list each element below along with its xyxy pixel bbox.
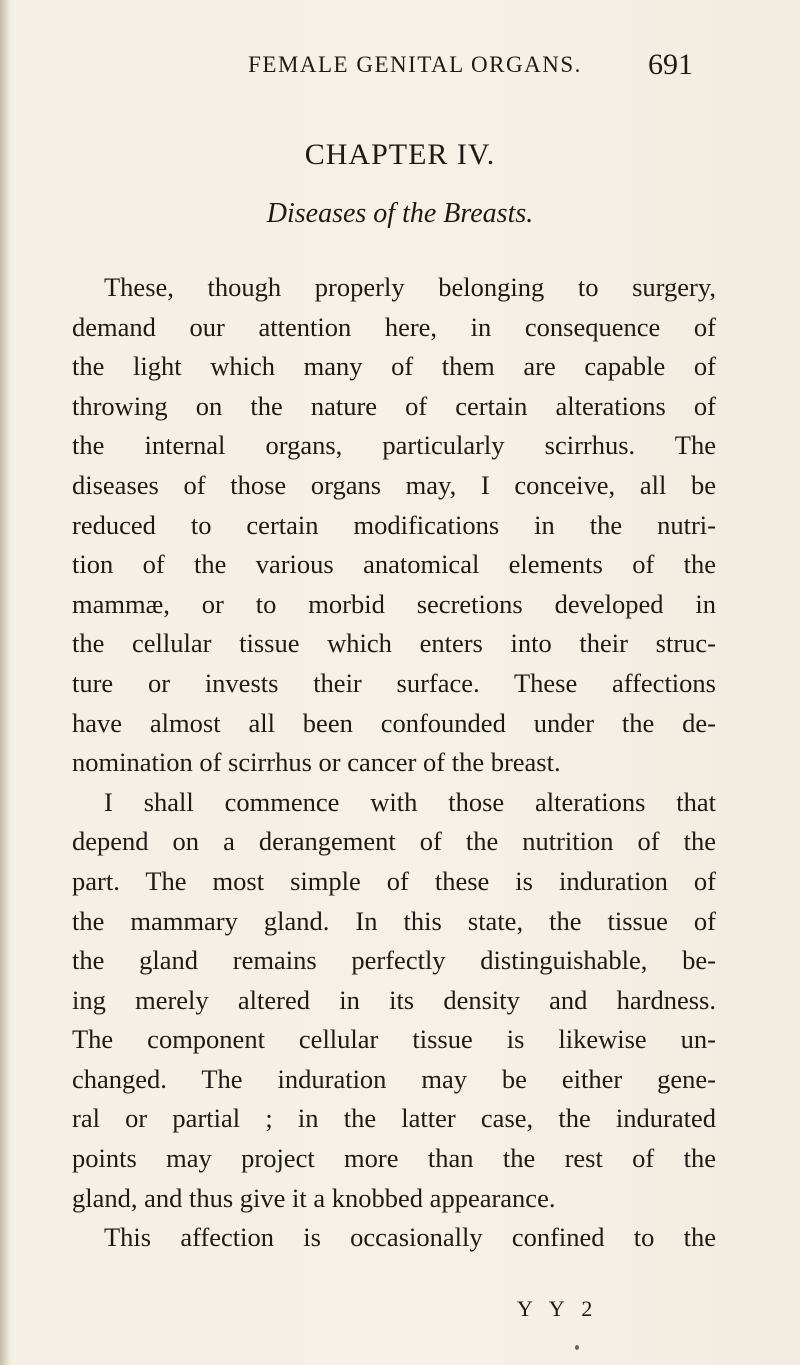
text-line: tion of the various anatomical elements of the: [72, 549, 716, 580]
text-line: reduced to certain modifications in the nutri-: [72, 509, 716, 540]
text-line: have almost all been confounded under the de-: [72, 707, 716, 738]
text-line: This affection is occasionally confined to the: [104, 1222, 716, 1253]
running-head: FEMALE GENITAL ORGANS.: [248, 52, 582, 77]
text-line: gland, and thus give it a knobbed appearance.: [72, 1182, 556, 1213]
text-line: These, though properly belonging to surgery,: [104, 272, 716, 302]
body-text: [72, 268, 716, 1258]
text-line: the internal organs, particularly scirrhus. The: [72, 430, 716, 461]
text-line: the gland remains perfectly distinguishable, be-: [72, 945, 716, 976]
text-line: points may project more than the rest of the: [72, 1143, 716, 1174]
text-line: ture or invests their surface. These affections: [72, 667, 716, 698]
text-line: the light which many of them are capable of: [72, 351, 716, 382]
ink-speck: [575, 1345, 579, 1350]
text-line: throwing on the nature of certain alterations of: [72, 390, 716, 421]
section-title: Diseases of the Breasts.: [266, 198, 534, 229]
text-line: diseases of those organs may, I conceive, all be: [72, 469, 716, 500]
text-line: the cellular tissue which enters into their struc-: [72, 628, 716, 659]
text-line: nomination of scirrhus or cancer of the breast.: [72, 747, 561, 778]
page-number: 691: [648, 48, 693, 81]
chapter-title: CHAPTER IV.: [304, 138, 496, 171]
text-line: depend on a derangement of the nutrition of the: [72, 826, 716, 857]
text-line: mammæ, or to morbid secretions developed in: [72, 588, 716, 619]
text-line: the mammary gland. In this state, the tissue of: [72, 905, 716, 936]
signature-mark: Y Y 2: [517, 1296, 599, 1321]
text-line: part. The most simple of these is induration of: [72, 865, 716, 896]
text-line: I shall commence with those alterations that: [104, 786, 716, 817]
text-line: ral or partial ; in the latter case, the indurated: [72, 1103, 716, 1134]
text-line: demand our attention here, in consequence of: [72, 311, 716, 342]
text-line: The component cellular tissue is likewise un-: [72, 1024, 716, 1055]
text-line: ing merely altered in its density and hardness.: [72, 984, 716, 1015]
text-line: changed. The induration may be either gene-: [72, 1063, 716, 1094]
